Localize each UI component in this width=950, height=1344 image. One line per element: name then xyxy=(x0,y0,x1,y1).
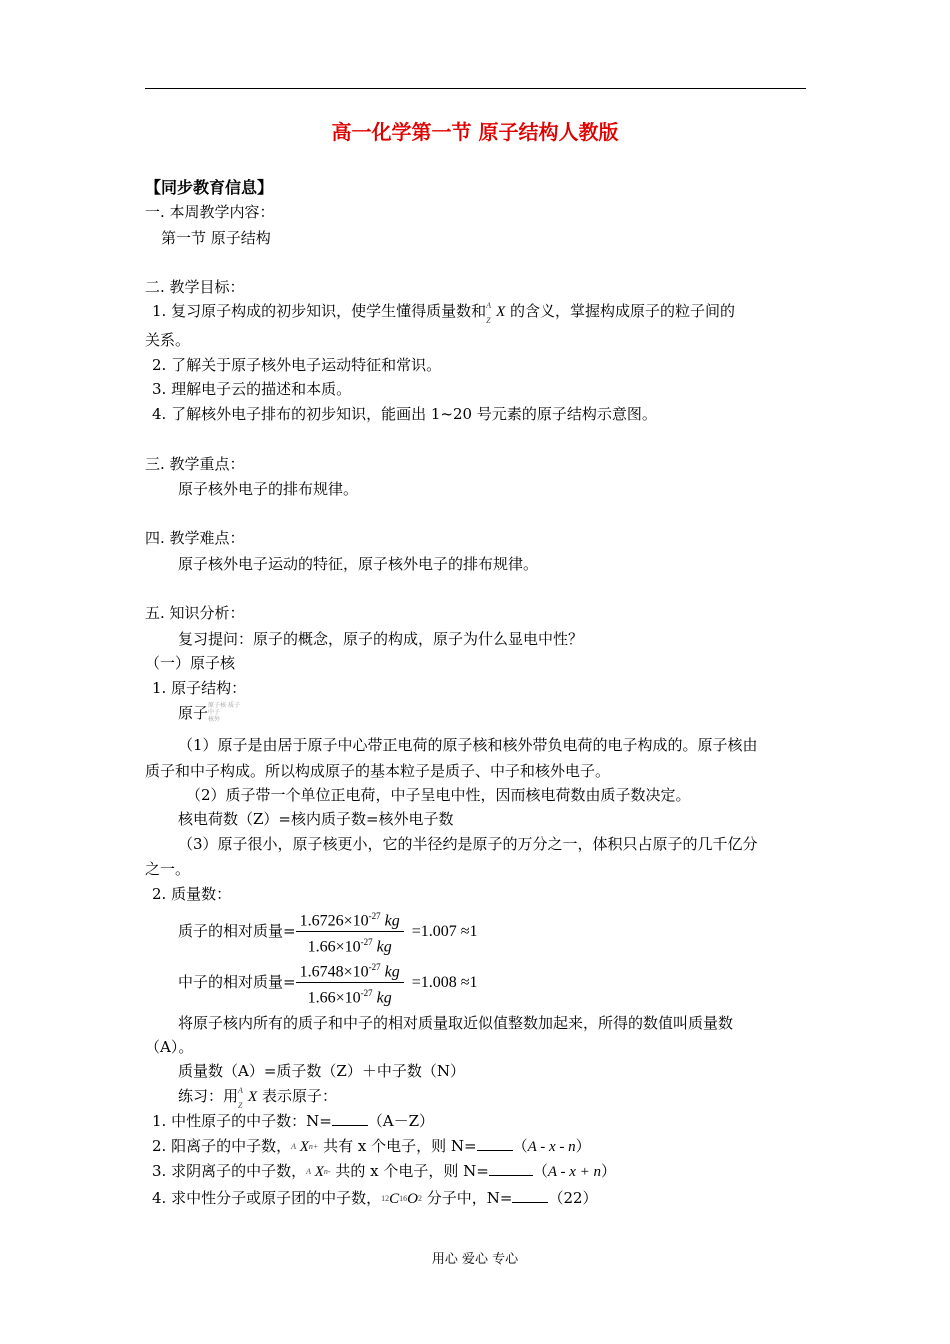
objective-3: 3. 理解电子云的描述和本质。 xyxy=(152,380,352,398)
mass-number-equation: 质量数（A）=质子数（Z）＋中子数（N） xyxy=(178,1062,465,1080)
section-4-title: 四. 教学难点： xyxy=(145,529,245,547)
paragraph-4-cont: （A）。 xyxy=(145,1038,194,1056)
neutron-mass-formula: 中子的相对质量= $\frac{1.6748\times 10^{-27} kg}{1.66\times 10^{-27} kg}$ =1.008 ≈1 xyxy=(178,957,478,1001)
subsection-nucleus: （一）原子核 xyxy=(145,654,236,672)
section-3-content: 原子核外电子的排布规律。 xyxy=(178,480,359,498)
neutron-fraction: $\frac{1.6748\times 10^{-27} kg}{1.66\times 10^{-27} kg}$ xyxy=(296,957,404,1009)
paragraph-3-cont: 之一。 xyxy=(145,860,191,878)
question-4: 4. 求中性分子或原子团的中子数，$^{12}C^{16}O2$ 分子中，N= （22） xyxy=(152,1187,598,1209)
answer-blank xyxy=(489,1161,533,1176)
section-2-title: 二. 教学目标： xyxy=(145,278,245,296)
question-3: 3. 求阴离子的中子数，$^A$ $X^{n-}$ 共的 x 个电子，则 N= （A - x + n） xyxy=(152,1160,616,1182)
molecule-symbol: $^{12}C^{16}O2$ xyxy=(381,1191,422,1207)
objective-1-cont: 关系。 xyxy=(145,331,191,349)
atom-brace-tiny: 原子核 质子 中子 核外 xyxy=(208,702,240,723)
answer-blank xyxy=(332,1111,368,1126)
question-1: 1. 中性原子的中子数：N= （A－Z） xyxy=(152,1112,435,1130)
header-rule xyxy=(145,88,806,89)
paragraph-2: （2）质子带一个单位正电荷，中子呈电中性，因而核电荷数由质子数决定。 xyxy=(186,786,691,804)
paragraph-4: 将原子核内所有的质子和中子的相对质量取近似值整数加起来，所得的数值叫质量数 xyxy=(178,1014,734,1032)
objective-1: 1. 复习原子构成的初步知识，使学生懂得质量数和 A Z X 的含义，掌握构成原子的粒子间的 xyxy=(152,301,736,325)
section-5-title: 五. 知识分析： xyxy=(145,604,245,622)
page-title: 高一化学第一节 原子结构人教版 xyxy=(331,120,619,144)
page-footer: 用心 爱心 专心 xyxy=(431,1252,519,1267)
section-4-content: 原子核外电子运动的特征，原子核外电子的排布规律。 xyxy=(178,555,539,573)
nuclide-symbol: A Z X xyxy=(486,301,506,325)
section-header: 【同步教育信息】 xyxy=(145,178,274,197)
answer-blank xyxy=(477,1136,513,1151)
answer-blank xyxy=(512,1188,548,1203)
atom-composition: 原子原子核 质子 中子 核外 xyxy=(178,702,240,723)
mass-number-title: 2. 质量数： xyxy=(152,885,232,903)
section-1-title: 一. 本周教学内容： xyxy=(145,203,275,221)
question-2: 2. 阳离子的中子数，$^A$ $X^{n+}$ 共有 x 个电子，则 N= （A - x - n） xyxy=(152,1135,591,1157)
cation-symbol: $^A$ $X^{n+}$ xyxy=(291,1139,319,1155)
practice-intro: 练习：用 A Z X 表示原子： xyxy=(178,1086,337,1110)
paragraph-3: （3）原子很小，原子核更小，它的半径约是原子的万分之一，体积只占原子的几千亿分 xyxy=(178,835,758,853)
proton-fraction: $\frac{1.6726\times 10^{-27} kg}{1.66\times 10^{-27} kg}$ xyxy=(296,906,404,958)
section-1-content: 第一节 原子结构 xyxy=(161,229,271,247)
nuclear-charge-equation: 核电荷数（Z）=核内质子数=核外电子数 xyxy=(178,810,454,828)
paragraph-1: （1）原子是由居于原子中心带正电荷的原子核和核外带负电荷的电子构成的。原子核由 xyxy=(178,736,758,754)
atomic-structure-title: 1. 原子结构： xyxy=(152,679,247,697)
nuclide-symbol-practice: A Z X xyxy=(238,1086,258,1110)
paragraph-1-cont: 质子和中子构成。所以构成原子的基本粒子是质子、中子和核外电子。 xyxy=(145,762,611,780)
section-3-title: 三. 教学重点： xyxy=(145,455,245,473)
objective-4: 4. 了解核外电子排布的初步知识，能画出 1~20 号元素的原子结构示意图。 xyxy=(152,405,657,423)
anion-symbol: $^A$ $X^{n-}$ xyxy=(306,1164,331,1180)
proton-mass-formula: 质子的相对质量= $\frac{1.6726\times 10^{-27} kg}{1.66\times 10^{-27} kg}$ =1.007 ≈1 xyxy=(178,906,478,950)
objective-2: 2. 了解关于原子核外电子运动特征和常识。 xyxy=(152,356,442,374)
review-question: 复习提问：原子的概念，原子的构成，原子为什么显电中性？ xyxy=(178,630,584,648)
